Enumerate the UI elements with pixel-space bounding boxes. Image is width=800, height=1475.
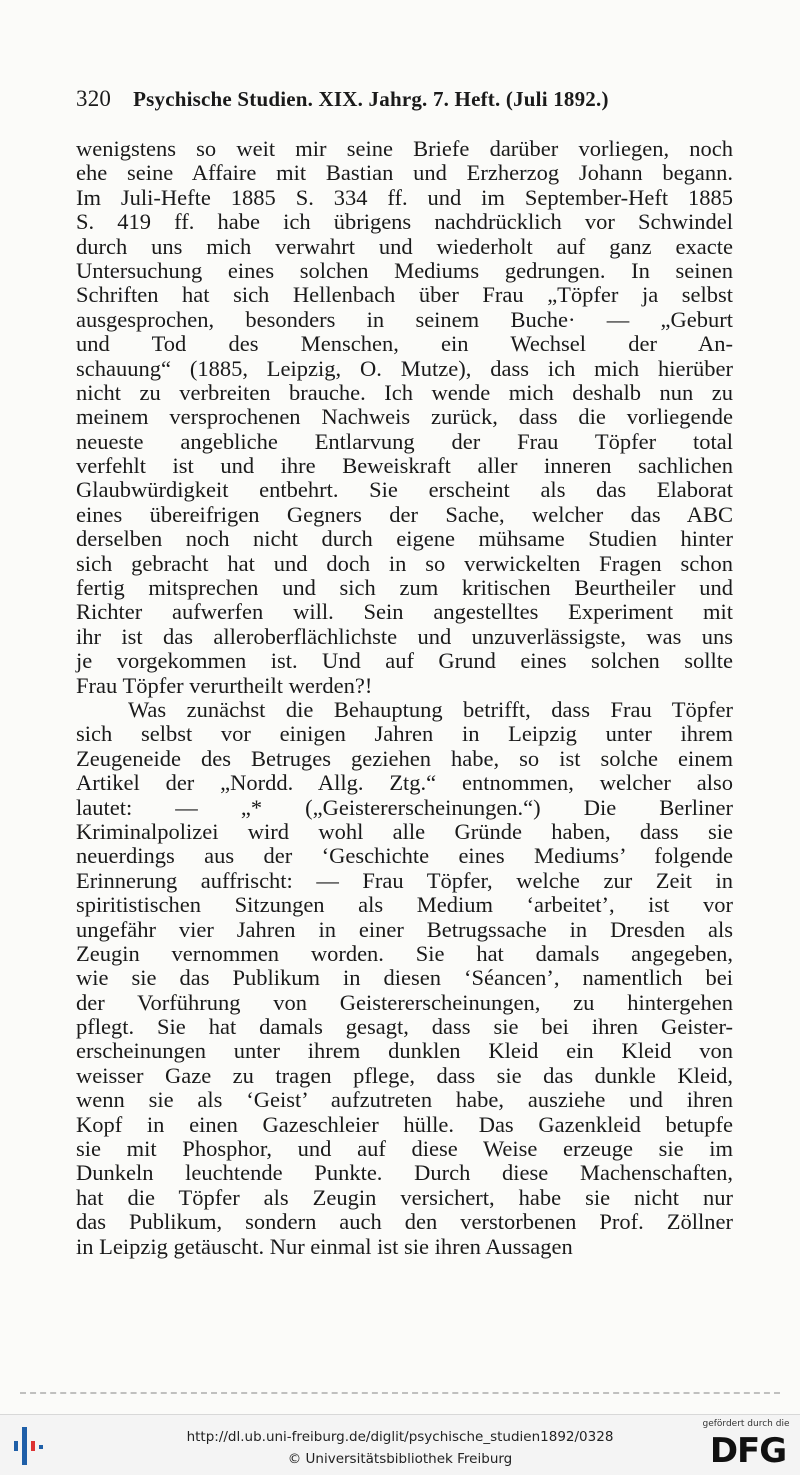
text-line: Frau Töpfer verurtheilt werden?!: [76, 672, 373, 698]
text-line: und Tod des Menschen, ein Wechsel der An-: [76, 331, 733, 357]
text-line: der Vorführung von Geistererscheinungen, zu hintergehen: [76, 989, 733, 1015]
text-line: ausgesprochen, besonders in seinem Buche· — „Geburt: [76, 306, 733, 332]
text-line: wenigstens so weit mir seine Briefe darüber vorliegen, noch: [76, 136, 733, 161]
text-line: Untersuchung eines solchen Mediums gedrungen. In seinen: [76, 257, 733, 283]
running-title: Psychische Studien. XIX. Jahrg. 7. Heft. (Juli 1892.): [133, 87, 609, 111]
text-line: Was zunächst die Behauptung betrifft, dass Frau Töpfer: [128, 696, 733, 722]
text-line: Zeugeneide des Betruges geziehen habe, so ist solche einem: [76, 745, 733, 771]
text-line: das Publikum, sondern auch den verstorbenen Prof. Zöllner: [76, 1209, 733, 1235]
text-line: lautet: — „* („Geistererscheinungen.“) Die Berliner: [76, 794, 733, 820]
text-line: Glaubwürdigkeit entbehrt. Sie erscheint als das Elaborat: [76, 477, 733, 503]
text-line: pflegt. Sie hat damals gesagt, dass sie bei ihren Geister-: [76, 1014, 733, 1040]
text-line: neueste angebliche Entlarvung der Frau Töpfer total: [76, 428, 733, 454]
text-line: sie mit Phosphor, und auf diese Weise erzeuge sie im: [76, 1136, 733, 1162]
permalink-url[interactable]: http://dl.ub.uni-freiburg.de/diglit/psychische_studien1892/0328: [186, 1429, 614, 1445]
text-line: Erinnerung auffrischt: — Frau Töpfer, welche zur Zeit in: [76, 867, 733, 893]
text-line: verfehlt ist und ihre Beweiskraft aller inneren sachlichen: [76, 453, 733, 479]
text-line: Zeugin vernommen worden. Sie hat damals angegeben,: [76, 940, 733, 966]
text-line: meinem versprochenen Nachweis zurück, dass die vorliegende: [76, 404, 733, 430]
text-line: neuerdings aus der ‘Geschichte eines Mediums’ folgende: [76, 843, 733, 869]
text-line: Kopf in einen Gazeschleier hülle. Das Gazenkleid betupfe: [76, 1111, 733, 1137]
text-line: hat die Töpfer als Zeugin versichert, habe sie nicht nur: [76, 1184, 733, 1210]
copyright-notice: © Universitätsbibliothek Freiburg: [287, 1451, 513, 1467]
text-line: derselben noch nicht durch eigene mühsame Studien hinter: [76, 526, 733, 552]
text-line: spiritistischen Sitzungen als Medium ‘arbeitet’, ist vor: [76, 892, 733, 918]
text-line: ungefähr vier Jahren in einer Betrugssache in Dresden als: [76, 916, 733, 942]
text-line: sich selbst vor einigen Jahren in Leipzig unter ihrem: [76, 721, 733, 747]
text-line: nicht zu verbreiten brauche. Ich wende mich deshalb nun zu: [76, 379, 733, 405]
running-header: [76, 86, 732, 112]
text-line: schauung“ (1885, Leipzig, O. Mutze), dass ich mich hierüber: [76, 355, 733, 381]
text-line: je vorgekommen ist. Und auf Grund eines solchen sollte: [76, 648, 733, 674]
text-line: fertig mitsprechen und sich zum kritischen Beurtheiler und: [76, 575, 733, 601]
text-line: Im Juli-Hefte 1885 S. 334 ff. und im September-Heft 1885: [76, 184, 733, 210]
text-line: Schriften hat sich Hellenbach über Frau „Töpfer ja selbst: [76, 282, 733, 308]
scan-edge-artifact: [20, 1392, 780, 1394]
text-line: in Leipzig getäuscht. Nur einmal ist sie ihren Aussagen: [76, 1233, 573, 1259]
text-line: durch uns mich verwahrt und wiederholt auf ganz exacte: [76, 233, 733, 259]
dfg-logo: [700, 1419, 792, 1473]
text-line: Richter aufwerfen will. Sein angestelltes Experiment mit: [76, 599, 733, 625]
text-line: ehe seine Affaire mit Bastian und Erzherzog Johann begann.: [76, 160, 733, 186]
body-text: [76, 137, 733, 1259]
text-line: weisser Gaze zu tragen pflege, dass sie das dunkle Kleid,: [76, 1062, 733, 1088]
text-line: Dunkeln leuchtende Punkte. Durch diese Machenschaften,: [76, 1160, 733, 1186]
text-line: S. 419 ff. habe ich übrigens nachdrücklich vor Schwindel: [76, 209, 733, 235]
text-line: erscheinungen unter ihrem dunklen Kleid ein Kleid von: [76, 1038, 733, 1064]
text-line: wenn sie als ‘Geist’ aufzutreten habe, ausziehe und ihren: [76, 1087, 733, 1113]
text-line: Kriminalpolizei wird wohl alle Gründe haben, dass sie: [76, 818, 733, 844]
text-line: wie sie das Publikum in diesen ‘Séancen’, namentlich bei: [76, 965, 733, 991]
dfg-tagline: gefördert durch die: [702, 1419, 790, 1429]
text-line: sich gebracht hat und doch in so verwickelten Fragen schon: [76, 550, 733, 576]
text-line: ihr ist das alleroberflächlichste und unzuverlässigste, was uns: [76, 623, 733, 649]
page-number: 320: [76, 86, 112, 111]
text-line: Artikel der „Nordd. Allg. Ztg.“ entnommen, welcher also: [76, 770, 733, 796]
viewer-footer: [0, 1414, 800, 1475]
text-line: eines übereifrigen Gegners der Sache, welcher das ABC: [76, 501, 733, 527]
dfg-logo-text: DFG: [709, 1431, 787, 1471]
